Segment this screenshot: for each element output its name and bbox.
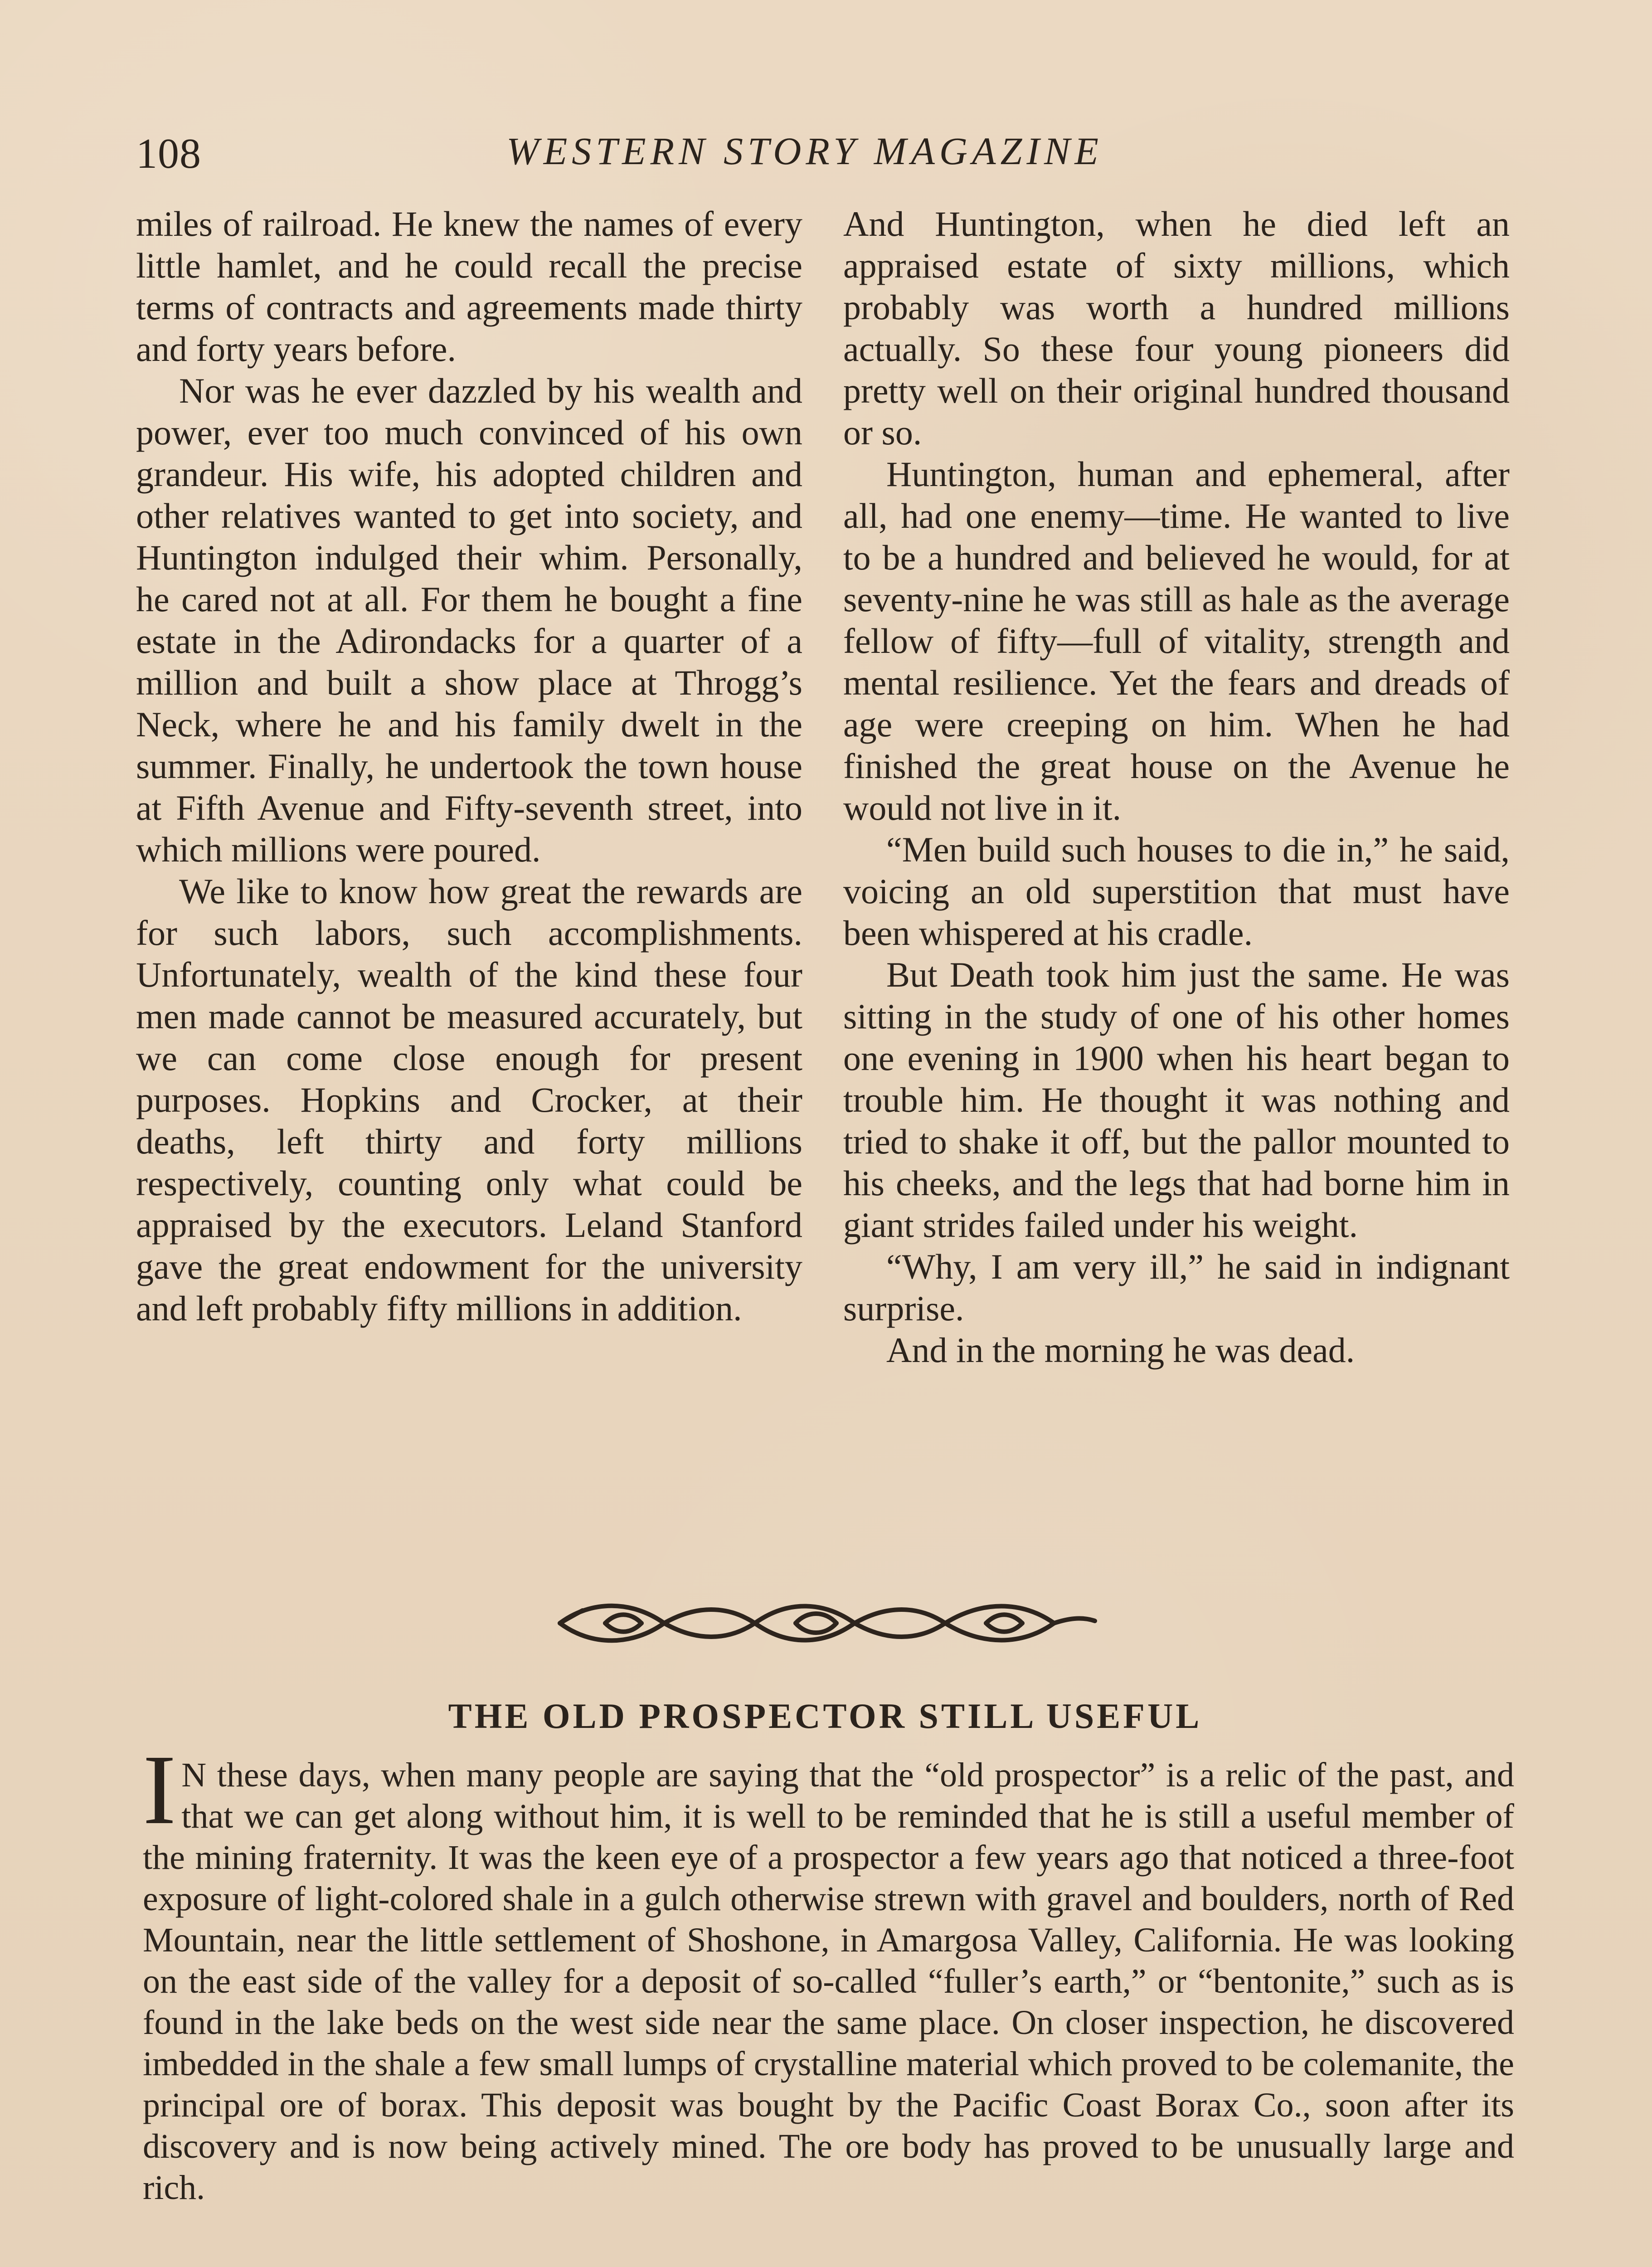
left-paragraph-1: miles of railroad. He knew the names of every little hamlet, and he could recall the precise terms of contracts and agreements made thirty and forty years before. — [136, 204, 802, 369]
left-paragraph-3: We like to know how great the rewards are for such labors, such accomplishments. Unfortunately, wealth of the kind these four men made cannot be measured accurately, but we can come close enough for present purposes. Hopkins and Crocker, at their deaths, left thirty and forty millions respectively, counting only what could be appraised by the executors. Leland Stanford gave the great endowment for the university and left probably fifty millions in addition. — [136, 871, 802, 1328]
right-paragraph-3: “Men build such houses to die in,” he said, voicing an old superstition that must have been whispered at his cradle. — [843, 830, 1510, 953]
page-header — [136, 125, 1473, 179]
right-paragraph-4: But Death took him just the same. He was sitting in the study of one of his other homes one evening in 1900 when his heart began to trouble him. He thought it was nothing and tried to shake it off, but the pallor mounted to his cheeks, and the legs that had borne him in giant strides failed under his weight. — [843, 955, 1510, 1245]
article-title: THE OLD PROSPECTOR STILL USEFUL — [448, 1696, 1202, 1736]
two-column-text — [136, 203, 1510, 1532]
drop-cap: I — [143, 1734, 176, 1845]
article-body — [143, 1734, 1514, 2209]
right-paragraph-5: “Why, I am very ill,” he said in indignant surprise. — [843, 1247, 1510, 1328]
right-paragraph-6: And in the morning he was dead. — [886, 1330, 1355, 1370]
article-paragraph: N these days, when many people are saying that the “old prospector” is a relic of the past, and that we can get along without him, it is well to be reminded that he is still a useful member of the mining fraternity. It was the keen eye of a prospector a few years ago that noticed a three-foot exposure of light-colored shale in a gulch otherwise strewn with gravel and boulders, north of Red Mountain, near the little settlement of Shoshone, in Amargosa Valley, California. He was looking on the east side of the valley for a deposit of so-called “fuller’s earth,” or “bentonite,” such as is found in the lake beds on the west side near the same place. On closer inspection, he discovered imbedded in the shale a few small lumps of crystalline material which proved to be colemanite, the principal ore of borax. This deposit was bought by the Pacific Coast Borax Co., soon after its discovery and is now being actively mined. The ore body has proved to be unusually large and rich. — [143, 1756, 1514, 2207]
right-paragraph-2: Huntington, human and ephemeral, after all, had one enemy—time. He wanted to live to be a hundred and believed he would, for at seventy-nine he was still as hale as the average fellow of fifty—full of vitality, strength and mental resilience. Yet the fears and dreads of age were creeping on him. When he had finished the great house on the Avenue he would not live in it. — [843, 454, 1510, 827]
right-column — [843, 203, 1510, 1532]
left-paragraph-2: Nor was he ever dazzled by his wealth and power, ever too much convinced of his own grandeur. His wife, his adopted children and other relatives wanted to get into society, and Huntington indulged their whim. Personally, he cared not at all. For them he bought a fine estate in the Adirondacks for a quarter of a million and built a show place at Throgg’s Neck, where he and his family dwelt in the summer. Finally, he undertook the town house at Fifth Avenue and Fifty-seventh street, into which millions were poured. — [136, 371, 802, 869]
right-paragraph-1: And Huntington, when he died left an appraised estate of sixty millions, which probably was worth a hundred millions actually. So these four young pioneers did pretty well on their original hundred thousand or so. — [843, 204, 1510, 452]
left-column — [136, 203, 802, 1532]
magazine-title: WESTERN STORY MAGAZINE — [506, 129, 1103, 173]
page-number: 108 — [136, 130, 201, 177]
decorative-ornament-icon — [551, 1591, 1104, 1655]
